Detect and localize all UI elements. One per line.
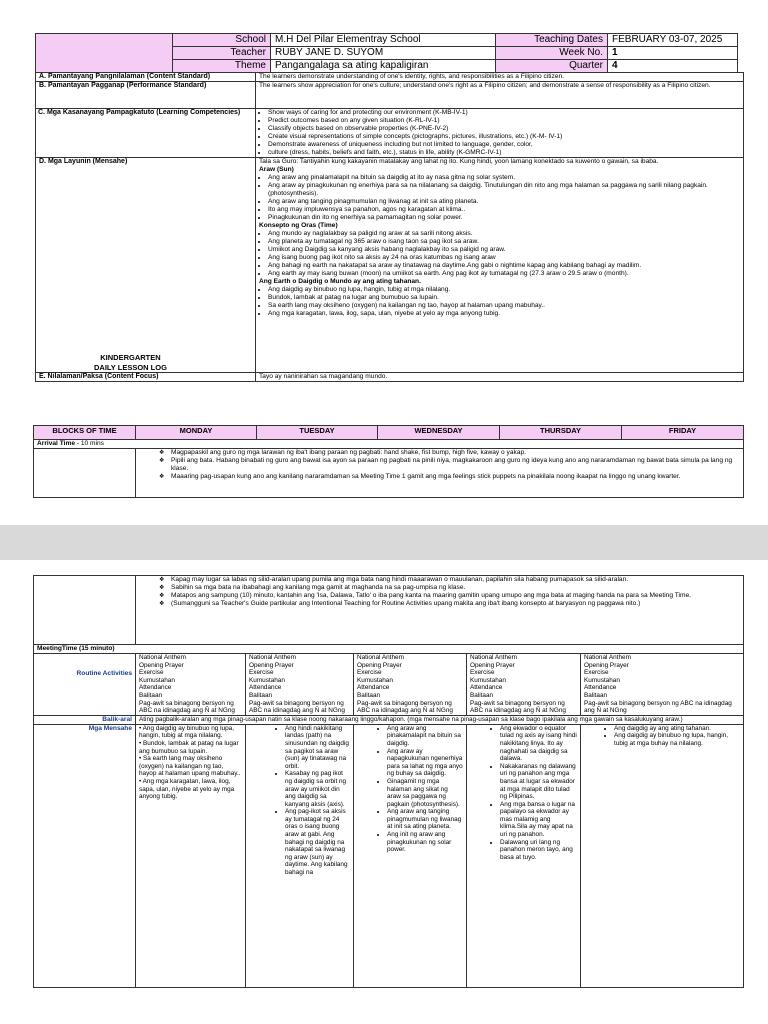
routine-item: Pag-awit sa binagong bersyon ng ABC na idinagdag ang Ñ at NGng xyxy=(357,699,453,715)
performance-standard-label: B. Pamantayan Pagganap (Performance Standard) xyxy=(36,82,256,109)
arrival-item: ❖ Pipili ang bata. Habang binabati ng guro ang bawat isa ayon sa paraan ng pagbati na pinili niya, magkakaroon ang guro ng ideya kung ano ang nararamdaman ng bawat bata simula pa lang ng klase. xyxy=(171,457,740,473)
earth-heading: Ang Earth o Daigdig o Mundo ay ang ating tahanan. xyxy=(259,278,421,285)
mensahe-item: • Dalawang uri lang ng panahon meron tayo, ang basa at tuyo. xyxy=(500,839,577,862)
arrival-cell-2 xyxy=(136,576,744,645)
standards-table xyxy=(35,72,744,382)
mensahe-label: Mga Mensahe xyxy=(34,724,136,987)
routine-friday xyxy=(581,654,744,716)
thursday-header: THURSDAY xyxy=(500,426,622,440)
routine-item: Kumustahan xyxy=(249,676,285,684)
blocks-header: BLOCKS OF TIME xyxy=(34,426,136,440)
routine-monday xyxy=(136,654,246,716)
mensahe-thursday xyxy=(467,724,581,987)
sun-heading: Araw (Sun) xyxy=(259,166,294,173)
earth-item: • Bundok, lambak at patag na lugar ang bumubuo sa lupain. xyxy=(268,294,740,302)
routine-item: Attendance xyxy=(139,684,172,692)
quarter-label: Quarter xyxy=(496,60,608,73)
routine-item: Opening Prayer xyxy=(584,661,629,669)
arrival-duration: - 10 mins xyxy=(75,440,104,447)
content-focus-label: E. Nilalaman/Paksa (Content Focus) xyxy=(36,373,256,382)
routine-thursday xyxy=(467,654,581,716)
mensahe-item: • Ang ekwador o equator tulad ng axis ay isang hindi nakikitang linya. Ito ay naghahati sa daigdig sa dalawa. xyxy=(500,725,577,763)
meeting-time-label: MeetingTime (15 minuto) xyxy=(34,645,744,654)
routine-tuesday xyxy=(246,654,354,716)
theme-label: Theme xyxy=(173,60,271,73)
mensahe-monday xyxy=(136,724,246,987)
wednesday-header: WEDNESDAY xyxy=(378,426,500,440)
mensahe-item: • Ang hindi nakikitang landas (path) na sinusundan ng daigdig sa pagikot sa araw (sun) ay tinatawag na orbit. xyxy=(285,725,350,771)
side-title-2: DAILY LESSON LOG xyxy=(94,363,167,372)
continued-table xyxy=(33,575,744,988)
header-table xyxy=(35,33,738,73)
mensahe-item: • Ang araw ang tanging pinagmumulan ng liwanag at init sa ating planeta. xyxy=(387,808,463,831)
mensahe-item: • Ang araw ang pinakamalapit na bituin sa daigdig. xyxy=(387,725,463,748)
mensahe-item: • Sa earth lang may oksiheno (oxygen) na kailangan ng tao, hayop at halaman upang mabuhay.. xyxy=(139,755,241,778)
tuesday-header: TUESDAY xyxy=(257,426,378,440)
sun-item: • Ang araw ang pinalamalapit na bituin sa daigdig at ito ay nasa gitna ng solar system. xyxy=(268,174,740,182)
time-item: • Ang bahagi ng earth na nakatapat sa araw ay tinatawag na daytime.Ang gabi o nightime kapag ang kabilang bahagi ay madilim. xyxy=(268,262,740,270)
content-standard-label: A. Pamantayang Pangnilalaman (Content Standard) xyxy=(36,73,256,82)
sun-item: • Pinagkukunan din ito ng enerhiya sa pamamagitan ng solar power. xyxy=(268,214,740,222)
time-item: • Ang planeta ay tumatagal ng 365 araw o isang taon sa pag ikot sa araw. xyxy=(268,238,740,246)
time-item: • Ang isang buong pag ikot nito sa aksis ay 24 na oras katumbas ng isang araw xyxy=(268,254,740,262)
routine-item: Kumustahan xyxy=(357,676,393,684)
time-heading: Konsepto ng Oras (Time) xyxy=(259,222,338,229)
routine-item: Pag-awit sa binagong bersyon ng ABC na idinagdag ang Ñ at NGng xyxy=(584,699,732,715)
routine-item: Balitaan xyxy=(584,691,608,699)
time-item: • Ang earth ay may isang buwan (moon) na umiikot sa earth. Ang pag ikot ay tumatagal ng (27.3 araw o 29.5 araw o (month). xyxy=(268,270,740,278)
competencies-cell xyxy=(256,109,744,158)
routine-item: Attendance xyxy=(470,684,503,692)
routine-item: Attendance xyxy=(357,684,390,692)
teacher-value: RUBY JANE D. SUYOM xyxy=(271,47,496,60)
competency-item: • Predict outcomes based on any given situation (K-RL-IV-1) xyxy=(268,117,740,125)
routine-item: Exercise xyxy=(584,669,609,677)
arrival-item: ❖ Kapag may lugar sa labas ng silid-aralan upang pumila ang mga bata nang hindi maaarawan o mauulanan, papilahin sila habang pumapasok sa silid-aralan. xyxy=(171,576,740,584)
competency-item: • Show ways of caring for and protecting our environment (K-MB-IV-1) xyxy=(268,109,740,117)
routine-item: National Anthem xyxy=(139,654,186,661)
monday-header: MONDAY xyxy=(136,426,257,440)
blocks-table xyxy=(33,425,744,498)
mensahe-item: • Ang daigdig ay binubuo ng lupa, hangin, tubig at mga buhay na nilalang. xyxy=(614,732,740,747)
competencies-label: C. Mga Kasanayang Pampagkatuto (Learning Competencies) xyxy=(36,109,256,158)
side-title xyxy=(94,353,167,373)
mensahe-item: • Bundok, lambak at patag na lugar ang bumubuo sa lupain. xyxy=(139,739,239,755)
arrival-cell xyxy=(136,449,744,498)
routine-item: National Anthem xyxy=(584,654,631,661)
page-two xyxy=(0,560,768,1024)
arrival-item: ❖ Matapos ang sampung (10) minuto, kantahin ang 'Isa, Dalawa, Tatlo' o iba pang kanta na maaring gamitin upang umupo ang mga bata at maging handa na para sa Meeting Time. xyxy=(171,592,740,600)
earth-item: • Sa earth lang may oksiheno (oxygen) na kailangan ng tao, hayop at halaman upang mabuhay.. xyxy=(268,302,740,310)
sun-item: • Ito ang may impluwensya sa panahon, agos ng karagatan at klima.. xyxy=(268,206,740,214)
mensahe-item: • Ang mga karagatan, lawa, ilog, sapa, ulan, niyebe at yelo ay mga anyong tubig. xyxy=(139,777,235,801)
quarter-value: 4 xyxy=(608,60,738,73)
routine-wednesday xyxy=(354,654,467,716)
time-item: • Ang mundo ay naglalakbay sa paligid ng araw at sa sarili nitong aksis. xyxy=(268,230,740,238)
sun-item: • Ang araw ang tanging pinagmumulan ng liwanag at init sa ating planeta. xyxy=(268,198,740,206)
routine-item: Kumustahan xyxy=(470,676,506,684)
logo-cell xyxy=(36,34,173,73)
mensahe-item: • Ang mga bansa o lugar na papalayo sa ekwador ay mas malamig ang klima.Sila ay may apat na uri ng panahon. xyxy=(500,801,577,839)
routine-item: Kumustahan xyxy=(584,676,620,684)
balik-aral-label: Balik-aral xyxy=(34,715,136,724)
performance-standard-text: The learners show appreciation for one's culture; understand one's right as a Filipino citizen; and demonstrate a sense of responsibility as a Filipino citizen. xyxy=(256,82,744,109)
routine-item: Attendance xyxy=(584,684,617,692)
objectives-intro: Tala sa Guro: Tantiyahin kung kakayanin matalakay ang lahat ng ito. Kung hindi, yoon lamang konektado sa kuwento o gawain, sa ibaba. xyxy=(259,158,659,165)
dates-value: FEBRUARY 03-07, 2025 xyxy=(608,34,738,47)
arrival-blank-2 xyxy=(34,576,136,645)
routine-label: Routine Activities xyxy=(34,654,136,716)
mensahe-item: • Nakakaranas ng dalawang uri ng panahon ang mga bansa at lugar sa ekwador at mga malapit dito tulad ng Pilipinas. xyxy=(500,763,577,801)
routine-item: Opening Prayer xyxy=(470,661,515,669)
mensahe-item: • Ang daigdig ay ang ating tahanan. xyxy=(614,725,740,733)
side-title-1: KINDERGARTEN xyxy=(100,353,161,362)
mensahe-item: • Kasabay ng pag ikot ng daigdig sa orbit ng araw ay umiikot din ang daigdig sa kanyang aksis (axis). xyxy=(285,770,350,808)
mensahe-friday xyxy=(581,724,744,987)
routine-item: Exercise xyxy=(249,669,274,677)
earth-item: • Ang mga karagatan, lawa, ilog, sapa, ulan, niyebe at yelo ay mga anyong tubig. xyxy=(268,310,740,318)
competency-item: • Demonstrate awareness of uniqueness including but not limited to language, gender, color, xyxy=(268,141,740,149)
routine-item: Exercise xyxy=(139,669,164,677)
routine-item: Opening Prayer xyxy=(357,661,402,669)
sun-item: • Ang araw ay pinagkukunan ng enerhiya para sa na nilalanang sa daigdig. Tinutulungan din nito ang mga halaman sa paggawa ng sarili nilang pagkain. (photosynthesis). xyxy=(268,182,740,198)
arrival-blank xyxy=(34,449,136,498)
arrival-item: ❖ Magpapaskil ang guro ng mga larawan ng iba't ibang paraan ng pagbati: hand shake, fist bump, high five, kaway o yakap. xyxy=(171,449,740,457)
content-focus-text: Tayo ay naninirahan sa magandang mundo. xyxy=(256,373,744,382)
routine-item: National Anthem xyxy=(249,654,296,661)
objectives-label: D. Mga Layunin (Mensahe) xyxy=(39,158,128,165)
routine-item: National Anthem xyxy=(357,654,404,661)
time-item: • Umiikot ang Daigdig sa kanyang aksis habang naglalakbay ito sa paligid ng araw. xyxy=(268,246,740,254)
school-label: School xyxy=(173,34,271,47)
teacher-label: Teacher xyxy=(173,47,271,60)
mensahe-item: • Ang pag-ikot sa aksis ay tumatagal ng 24 oras o isang buong araw at gabi. Ang bahagi ng daigdig na nakatapat sa liwanag ng araw (sun) ay daytime. Ang kabilang bahagi na xyxy=(285,808,350,876)
theme-value: Pangangalaga sa ating kapaligiran xyxy=(271,60,496,73)
routine-item: Balitaan xyxy=(139,691,163,699)
arrival-item: ❖ (Sumangguni sa Teacher's Guide partikular ang Intentional Teaching for Routine Activities upang makita ang iba't ibang konsepto at baryasyon ng paggawa nito.) xyxy=(171,600,740,608)
week-value: 1 xyxy=(608,47,738,60)
routine-item: Exercise xyxy=(357,669,382,677)
arrival-item: ❖ Maaaring pag-usapan kung ano ang kanilang nararamdaman sa Meeting Time 1 gamit ang mga feelings stick puppets na pinakilala noong ikaapat na linggo ng unang kwarter. xyxy=(171,473,740,481)
mensahe-item: • Ang daigdig ay binubuo ng lupa, hangin, tubig at mga nilalang. xyxy=(139,724,234,740)
routine-item: National Anthem xyxy=(470,654,517,661)
routine-item: Balitaan xyxy=(249,691,273,699)
routine-item: Opening Prayer xyxy=(249,661,294,669)
mensahe-wednesday xyxy=(354,724,467,987)
school-value: M.H Del Pilar Elementray School xyxy=(271,34,496,47)
week-label: Week No. xyxy=(496,47,608,60)
mensahe-item: • Ang init ng araw ang pinagkukunan ng solar power. xyxy=(387,831,463,854)
routine-item: Attendance xyxy=(249,684,282,692)
earth-item: • Ang daigdig ay binubuo ng lupa, hangin, tubig at mga nilalang. xyxy=(268,286,740,294)
content-standard-text: The learners demonstrate understanding of one's identity, rights, and responsibilities as a Filipino citizen. xyxy=(256,73,744,82)
routine-item: Pag-awit sa binagong bersyon ng ABC na idinagdag ang Ñ at NGng xyxy=(249,699,345,715)
mensahe-tuesday xyxy=(246,724,354,987)
mensahe-item: • Ang araw ay napagkukunan ngenerhiya para sa lahat ng mga anyo ng buhay sa daigdig. xyxy=(387,748,463,778)
objectives-label-cell xyxy=(36,158,256,373)
routine-item: Kumustahan xyxy=(139,676,175,684)
arrival-row xyxy=(34,440,744,449)
objectives-cell xyxy=(256,158,744,373)
arrival-item: ❖ Sabihin sa mga bata na ibabahagi ang kanilang mga gamit at maghanda na sa pag-umpisa ng klase. xyxy=(171,584,740,592)
competency-item: • Create visual representations of simple concepts (pictographs, pictures, illustrations, etc.) (K-M- IV-1) xyxy=(268,133,740,141)
routine-item: Opening Prayer xyxy=(139,661,184,669)
routine-item: Balitaan xyxy=(357,691,381,699)
balik-aral-text: Ating pagbalik-aralan ang mga pinag-usapan natin sa klase noong nakaraang linggo/kahapon. (mga mensahe na pinag-usapan sa klase bago ipakilala ang mga gawain sa kasalukuyang araw.) xyxy=(136,715,744,724)
routine-item: Pag-awit sa binagong bersyon ng ABC na idinagdag ang Ñ at NGng xyxy=(139,699,235,715)
routine-item: Balitaan xyxy=(470,691,494,699)
mensahe-item: • Ginagamit ng mga halaman ang sikat ng araw sa paggawa ng pagkain (photosynthesis). xyxy=(387,778,463,808)
competency-item: • culture (dress, habits, beliefs and faith, etc.), status in life, ability (K-GMRC-IV-1) xyxy=(268,149,740,157)
friday-header: FRIDAY xyxy=(622,426,744,440)
routine-item: Exercise xyxy=(470,669,495,677)
arrival-label: Arrival Time xyxy=(37,440,75,447)
dates-label: Teaching Dates xyxy=(496,34,608,47)
routine-item: Pag-awit sa binagong bersyon ng ABC na idinagdag ang Ñ at NGng xyxy=(470,699,566,715)
competency-item: • Classify objects based on observable properties (K-PNE-IV-2) xyxy=(268,125,740,133)
